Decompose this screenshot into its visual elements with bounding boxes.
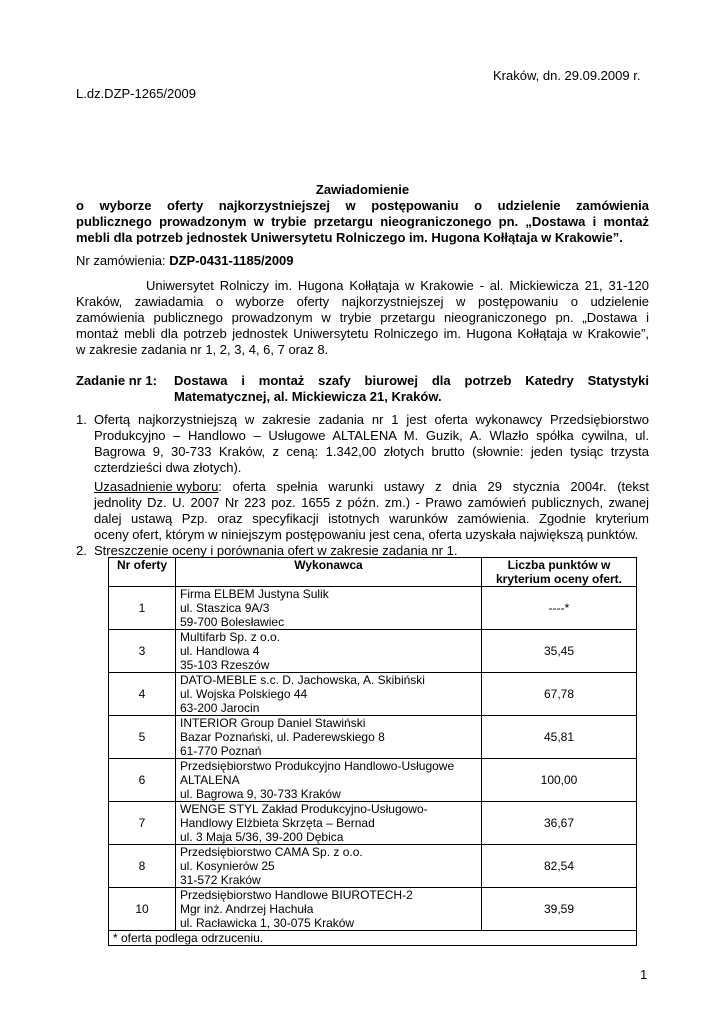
task-label: Zadanie nr 1: [76, 373, 157, 388]
intro-line-5: w zakresie zadania nr 1, 2, 3, 4, 6, 7 oraz 8. [76, 342, 329, 357]
table-row [109, 802, 637, 845]
contractor-address: Handlowy Elżbieta Skrzęta – Bernad [180, 816, 375, 830]
table-row [109, 587, 637, 630]
task-title-line-2: Matematycznej, al. Mickiewicza 21, Kraków. [174, 389, 442, 404]
header-contractor: Wykonawca [176, 558, 482, 587]
task-title-line-1: Dostawa i montaż szafy biurowej dla potrzeb Katedry Statystyki [174, 373, 649, 388]
contractor-address: ul. Handlowa 4 [180, 644, 260, 658]
justification-line-3: dalej ustawą Pzp. oraz specyfikacji istotnych warunków zamówienia. Zgodnie kryterium [94, 511, 649, 526]
offer-points: 45,81 [482, 716, 637, 759]
table-footnote: * oferta podlega odrzuceniu. [109, 931, 637, 946]
contractor-city: 31-572 Kraków [180, 873, 261, 887]
offer-number: 10 [109, 888, 176, 931]
contractor-name: Multifarb Sp. z o.o. [180, 630, 281, 644]
point-1-number: 1. [76, 412, 87, 427]
contractor-cell [176, 759, 482, 802]
offer-number: 5 [109, 716, 176, 759]
contractor-city: ul. 3 Maja 5/36, 39-200 Dębica [180, 830, 344, 844]
contractor-name: Przedsiębiorstwo Handlowe BIUROTECH-2 [180, 888, 413, 902]
point-1-line-2: Produkcyjno – Handlowo – Usługowe ALTALENA M. Guzik, A. Wlazło spółka cywilna, ul. [94, 428, 649, 443]
table-row [109, 630, 637, 673]
contractor-cell [176, 802, 482, 845]
contractor-city: 61-770 Poznań [180, 744, 262, 758]
offer-points: 100,00 [482, 759, 637, 802]
contractor-address: Bazar Poznański, ul. Paderewskiego 8 [180, 730, 385, 744]
contractor-name: WENGE STYL Zakład Produkcyjno-Usługowo- [180, 802, 428, 816]
table-row [109, 845, 637, 888]
title-line-2: publicznego prowadzonym w trybie przetargu nieograniczonego pn. „Dostawa i montaż [76, 214, 649, 229]
contractor-name: DATO-MEBLE s.c. D. Jachowska, A. Skibiński [180, 673, 425, 687]
table-footnote-row [109, 931, 637, 946]
contractor-name: Przedsiębiorstwo CAMA Sp. z o.o. [180, 845, 363, 859]
offer-number: 4 [109, 673, 176, 716]
offer-number: 1 [109, 587, 176, 630]
contractor-cell [176, 716, 482, 759]
offers-table [108, 557, 637, 946]
title-line-1: o wyborze oferty najkorzystniejszej w postępowaniu o udzielenie zamówienia [76, 198, 649, 213]
contractor-address: ALTALENA [180, 773, 240, 787]
point-2-number: 2. [76, 543, 87, 558]
intro-line-4: montaż mebli dla potrzeb jednostek Uniwersytetu Rolniczego im. Hugona Kołłątaja w Krakowie”, [76, 326, 649, 341]
contractor-name: Firma ELBEM Justyna Sulik [180, 587, 329, 601]
title-line-3: mebli dla potrzeb jednostek Uniwersytetu Rolniczego im. Hugona Kołłątaja w Krakowie”. [76, 230, 623, 245]
offer-number: 6 [109, 759, 176, 802]
table-row [109, 673, 637, 716]
contractor-name: Przedsiębiorstwo Produkcyjno Handlowo-Usługowe [180, 759, 455, 773]
contractor-cell [176, 888, 482, 931]
contractor-address: ul. Staszica 9A/3 [180, 601, 270, 615]
offer-points: 67,78 [482, 673, 637, 716]
contractor-cell [176, 630, 482, 673]
contractor-city: 59-700 Bolesławiec [180, 615, 285, 629]
reference-number: L.dz.DZP-1265/2009 [76, 86, 196, 101]
contractor-address: ul. Kosynierów 25 [180, 859, 275, 873]
order-number-label: Nr zamówienia: [76, 253, 170, 268]
contractor-cell [176, 845, 482, 888]
contractor-cell [176, 587, 482, 630]
contractor-address: Mgr inż. Andrzej Hachuła [180, 902, 314, 916]
offer-points: 35,45 [482, 630, 637, 673]
table-row [109, 716, 637, 759]
contractor-city: ul. Bagrowa 9, 30-733 Kraków [180, 787, 341, 801]
point-1-line-3: Bagrowa 9, 30-733 Kraków, z ceną: 1.342,00 złotych brutto (słownie: jeden tysiąc trzysta [94, 444, 649, 459]
contractor-cell [176, 673, 482, 716]
header-points: Liczba punktów w kryterium oceny ofert. [482, 558, 637, 587]
offer-number: 3 [109, 630, 176, 673]
offer-number: 7 [109, 802, 176, 845]
table-row [109, 888, 637, 931]
justification-first-line [94, 479, 649, 494]
contractor-city: 35-103 Rzeszów [180, 658, 270, 672]
offer-points: 36,67 [482, 802, 637, 845]
intro-line-1: Uniwersytet Rolniczy im. Hugona Kołłątaja w Krakowie - al. Mickiewicza 21, 31-120 [146, 278, 649, 293]
offer-number: 8 [109, 845, 176, 888]
contractor-city: 63-200 Jarocin [180, 701, 260, 715]
document-heading: Zawiadomienie [315, 182, 410, 197]
justification-line-4: oceny ofert, którym w niniejszym postępowaniu jest cena, oferta uzyskała największą punktów. [94, 527, 639, 542]
order-number-line [76, 253, 294, 268]
offer-points: 39,59 [482, 888, 637, 931]
contractor-name: INTERIOR Group Daniel Stawiński [180, 716, 366, 730]
header-offer-no: Nr oferty [109, 558, 176, 587]
offer-points: 82,54 [482, 845, 637, 888]
page-number: 1 [640, 967, 648, 982]
table-row [109, 759, 637, 802]
order-number-value: DZP-0431-1185/2009 [169, 253, 294, 268]
justification-label: Uzasadnienie wyboru [94, 479, 219, 494]
justification-line-2: jednolity Dz. U. 2007 Nr 223 poz. 1655 z późn. zm.) - Prawo zamówień publicznych, zwanej [94, 495, 649, 510]
point-1-line-1: Ofertą najkorzystniejszą w zakresie zadania nr 1 jest oferta wykonawcy Przedsiębiorstwo [94, 412, 649, 427]
intro-line-3: zamówienia publicznego prowadzonym w trybie przetargu nieograniczonego pn. „Dostawa i [76, 310, 649, 325]
contractor-address: ul. Wojska Polskiego 44 [180, 687, 308, 701]
contractor-city: ul. Racławicka 1, 30-075 Kraków [180, 916, 355, 930]
justification-text-1: : oferta spełnia warunki ustawy z dnia 29 stycznia 2004r. (tekst [218, 479, 649, 494]
table-header-row [109, 558, 637, 587]
intro-line-2: Kraków, zawiadamia o wyborze oferty najkorzystniejszej w postępowaniu o udzielenie [76, 294, 649, 309]
point-2-text: Streszczenie oceny i porównania ofert w zakresie zadania nr 1. [94, 543, 458, 558]
point-1-line-4: czterdzieści dwa złotych). [94, 460, 242, 475]
offer-points: ----* [482, 587, 637, 630]
place-date: Kraków, dn. 29.09.2009 r. [493, 68, 641, 83]
